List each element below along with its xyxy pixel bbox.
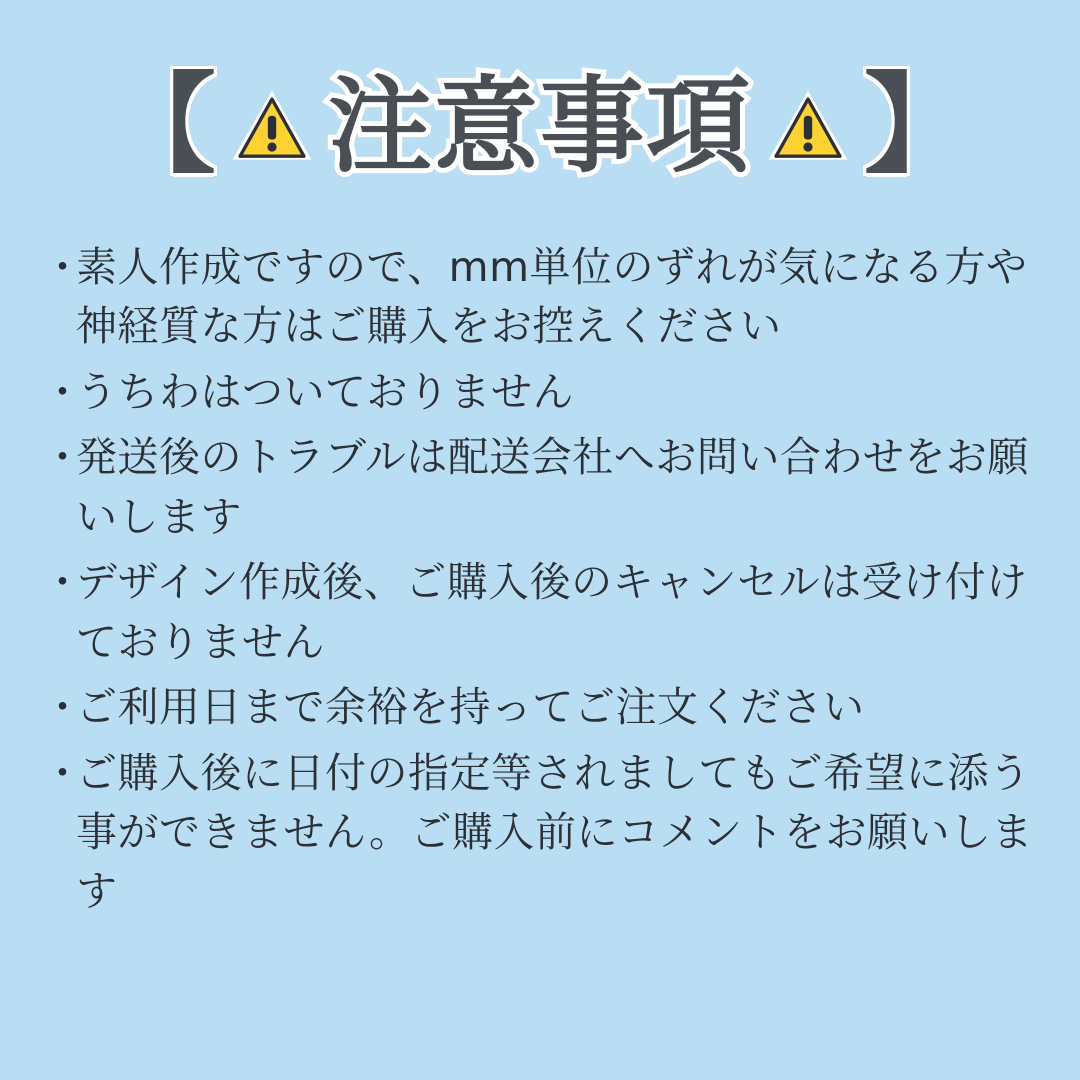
list-item	[42, 363, 1042, 422]
list-item	[42, 553, 1042, 672]
list-bullet: ・	[42, 367, 84, 416]
notice-list	[42, 238, 1042, 928]
list-bullet: ・	[42, 433, 84, 482]
list-item	[42, 238, 1042, 357]
list-item-text: 素人作成ですので、mm単位のずれが気になる方や神経質な方はご購入をお控えください	[76, 243, 1028, 351]
list-item-text: 発送後のトラブルは配送会社へお問い合わせをお願いします	[76, 433, 1029, 541]
list-item	[42, 428, 1042, 547]
warning-triangle-icon	[230, 87, 314, 165]
warning-triangle-icon	[766, 87, 850, 165]
title-right-bracket: 】	[864, 63, 973, 188]
list-bullet: ・	[42, 748, 84, 797]
list-item-text: うちわはついておりません	[76, 367, 574, 416]
list-item	[42, 744, 1042, 922]
list-item-text: ご購入後に日付の指定等されましてもご希望に添う事ができません。ご購入前にコメントをお願いします	[76, 748, 1033, 916]
list-bullet: ・	[42, 683, 84, 732]
list-item-text: デザイン作成後、ご購入後のキャンセルは受け付けておりません	[76, 558, 1028, 666]
title-label: 注意事項	[327, 65, 752, 187]
list-item	[42, 678, 1042, 737]
list-item-text: ご利用日まで余裕を持ってご注文ください	[76, 683, 865, 732]
title-left-bracket: 【	[107, 63, 216, 188]
list-bullet: ・	[42, 243, 84, 291]
list-bullet: ・	[42, 558, 84, 607]
page-title	[0, 63, 1080, 188]
